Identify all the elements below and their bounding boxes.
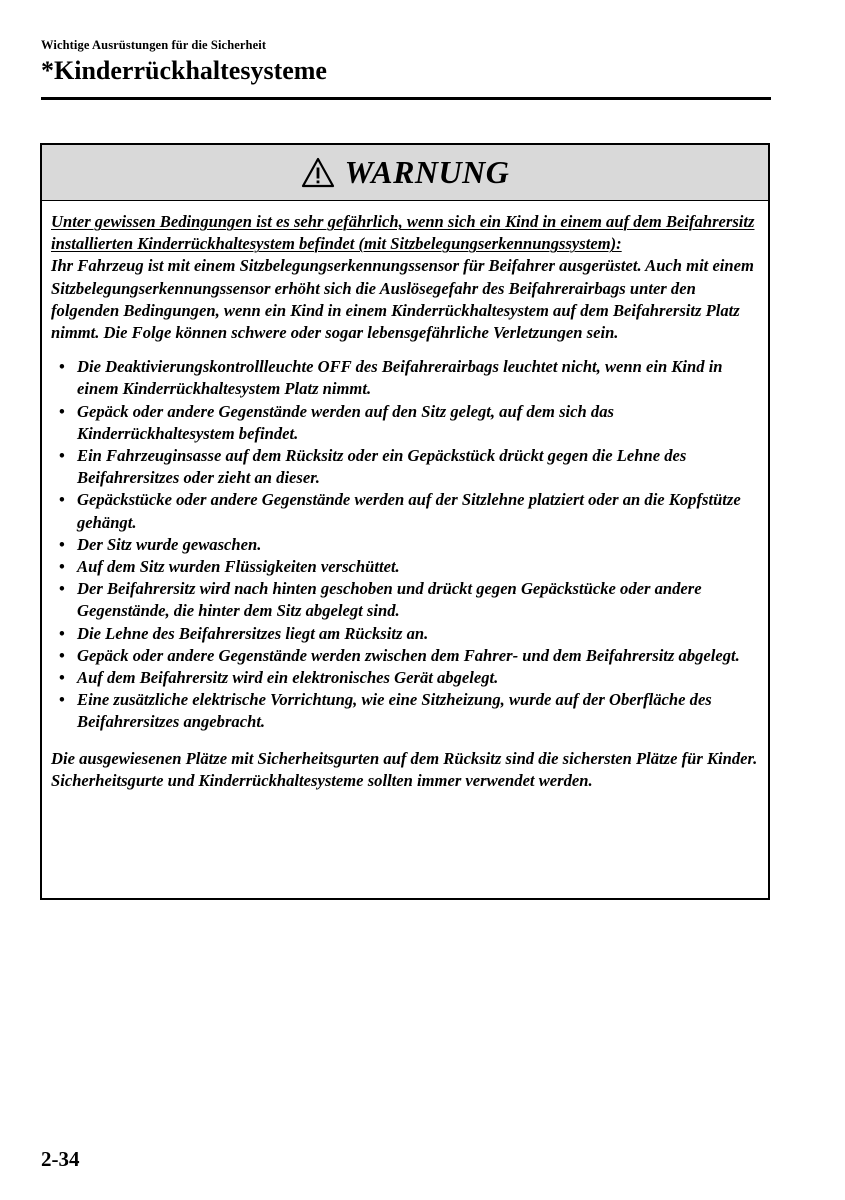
bullet-icon: • [59, 401, 65, 421]
list-item [51, 445, 758, 489]
warning-body [42, 201, 768, 792]
bullet-icon: • [59, 490, 65, 510]
warning-triangle-icon [301, 157, 335, 189]
list-item [51, 667, 758, 689]
warning-box [40, 143, 770, 900]
list-item-text: Gepäck oder andere Gegenstände werden zwischen dem Fahrer- und dem Beifahrersitz abgelegt. [77, 645, 740, 665]
list-item [51, 689, 758, 733]
page-title: *Kinderrückhaltesysteme [41, 56, 327, 85]
warning-header [42, 145, 768, 201]
section-label: Wichtige Ausrüstungen für die Sicherheit [41, 38, 267, 52]
bullet-icon: • [59, 357, 65, 377]
intro-text: Ihr Fahrzeug ist mit einem Sitzbelegungserkennungssensor für Beifahrer ausgerüstet. Auch mit einem Sitzbelegungserkennungssensor erhöht sich die Auslösegefahr des Beifahrerairbags unter den folgenden Bedingungen, wenn ein Kind in einem Kinderrückhaltesystem auf dem Beifahrersitz Platz nimmt. Die Folge können schwere oder sogar lebensgefährliche Verletzungen sein. [51, 256, 754, 343]
list-item-text: Die Lehne des Beifahrersitzes liegt am Rücksitz an. [77, 623, 429, 643]
list-item-text: Eine zusätzliche elektrische Vorrichtung, wie eine Sitzheizung, wurde auf der Oberfläche des Beifahrersitzes angebracht. [77, 690, 712, 732]
intro-underlined-text: Unter gewissen Bedingungen ist es sehr gefährlich, wenn sich ein Kind in einem auf dem Beifahrersitz installierten Kinderrückhaltesystem befindet (mit Sitzbelegungserkennungssystem): [51, 212, 755, 254]
list-item [51, 623, 758, 645]
list-item [51, 578, 758, 622]
list-item [51, 489, 758, 533]
condition-list [51, 356, 758, 733]
list-item [51, 556, 758, 578]
list-item-text: Die Deaktivierungskontrollleuchte OFF des Beifahrerairbags leuchtet nicht, wenn ein Kind in einem Kinderrückhaltesystem Platz nimmt. [77, 357, 723, 399]
outro-text: Die ausgewiesenen Plätze mit Sicherheitsgurten auf dem Rücksitz sind die sichersten Plätze für Kinder. Sicherheitsgurte und Kinderrückhaltesysteme sollten immer verwendet werden. [51, 748, 758, 790]
bullet-icon: • [59, 579, 65, 599]
list-item-text: Auf dem Beifahrersitz wird ein elektronisches Gerät abgelegt. [77, 668, 499, 688]
list-item [51, 401, 758, 445]
warning-title: WARNUNG [344, 154, 510, 190]
bullet-icon: • [59, 645, 65, 665]
list-item-text: Ein Fahrzeuginsasse auf dem Rücksitz oder ein Gepäckstück drückt gegen die Lehne des Beifahrersitzes oder zieht an dieser. [77, 446, 687, 488]
bullet-icon: • [59, 557, 65, 577]
bullet-icon: • [59, 668, 65, 688]
list-item-text: Gepäck oder andere Gegenstände werden auf den Sitz gelegt, auf dem sich das Kinderrückhaltesystem befindet. [77, 401, 614, 443]
list-item-text: Der Beifahrersitz wird nach hinten geschoben und drückt gegen Gepäckstücke oder andere Gegenstände, die hinter dem Sitz abgelegt sind. [77, 579, 702, 621]
bullet-icon: • [59, 690, 65, 710]
warning-intro [51, 211, 758, 344]
list-item-text: Gepäckstücke oder andere Gegenstände werden auf der Sitzlehne platziert oder an die Kopfstütze gehängt. [77, 490, 741, 532]
list-item [51, 645, 758, 667]
list-item-text: Auf dem Sitz wurden Flüssigkeiten verschüttet. [77, 557, 400, 577]
bullet-icon: • [59, 623, 65, 643]
list-item [51, 534, 758, 556]
bullet-icon: • [59, 534, 65, 554]
page-number: 2-34 [41, 1147, 80, 1171]
list-item [51, 356, 758, 400]
list-item-text: Der Sitz wurde gewaschen. [77, 534, 262, 554]
warning-outro [51, 748, 758, 792]
bullet-icon: • [59, 446, 65, 466]
title-rule [41, 97, 771, 100]
